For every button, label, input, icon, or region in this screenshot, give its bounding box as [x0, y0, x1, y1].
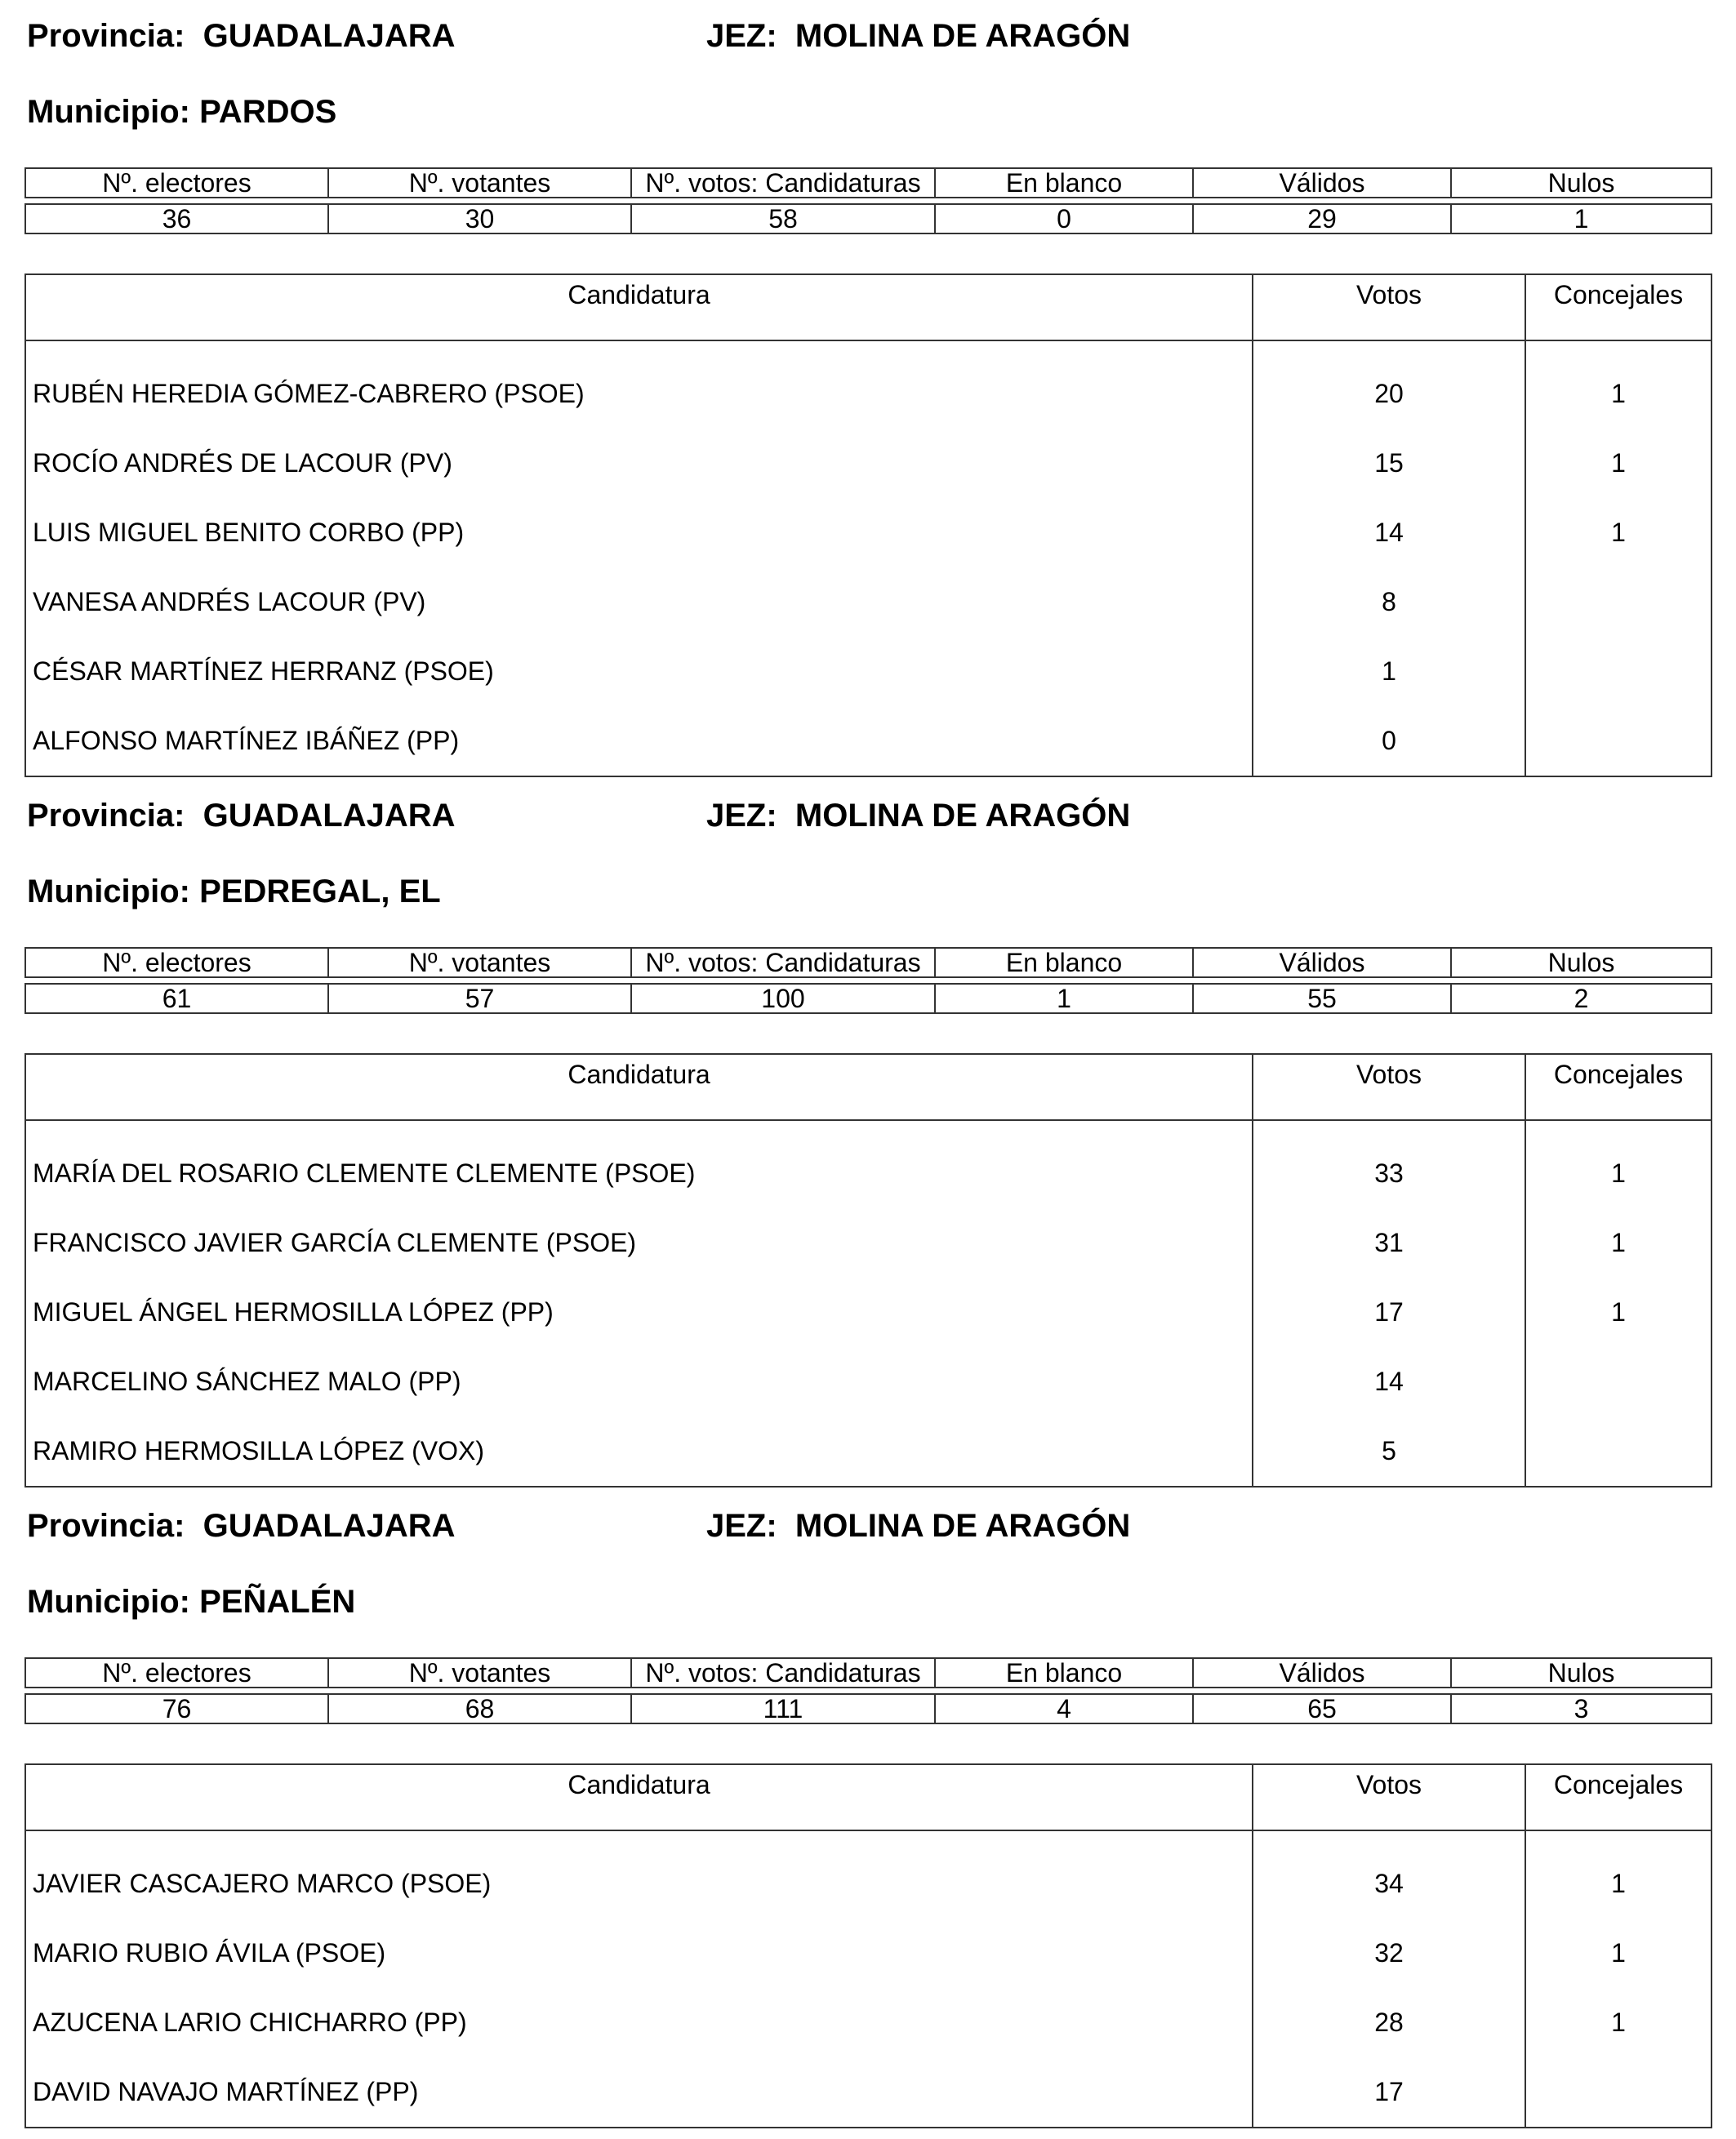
municipio-header — [24, 857, 1711, 947]
provincia-heading — [27, 18, 456, 55]
candidate-concejales: 1 — [1525, 1139, 1712, 1208]
votantes-value: 30 — [328, 204, 631, 233]
candidatura-header: Candidatura — [25, 1764, 1253, 1830]
candidate-concejales: 1 — [1525, 498, 1712, 567]
candidate-concejales — [1525, 706, 1712, 776]
candidate-row — [25, 359, 1712, 429]
candidate-name: RAMIRO HERMOSILLA LÓPEZ (VOX) — [25, 1416, 1253, 1487]
candidate-name: MIGUEL ÁNGEL HERMOSILLA LÓPEZ (PP) — [25, 1278, 1253, 1347]
municipio-label: Municipio: — [27, 874, 190, 909]
candidate-concejales: 1 — [1525, 1988, 1712, 2057]
jez-label: JEZ: — [706, 18, 777, 54]
en-blanco-value: 4 — [935, 1694, 1193, 1723]
votos-candidaturas-header: Nº. votos: Candidaturas — [631, 1658, 935, 1688]
en-blanco-value: 0 — [935, 204, 1193, 233]
provincia-value: GUADALAJARA — [203, 1508, 456, 1544]
candidate-votos: 1 — [1253, 637, 1525, 706]
electores-value: 36 — [25, 204, 328, 233]
candidates-spacer — [25, 1830, 1712, 1849]
candidate-row — [25, 706, 1712, 776]
candidate-votos: 8 — [1253, 567, 1525, 637]
municipio-value: PEDREGAL, EL — [199, 874, 441, 909]
nulos-header: Nulos — [1451, 168, 1712, 198]
section-header — [24, 780, 1711, 857]
concejales-header: Concejales — [1525, 1054, 1712, 1120]
candidates-spacer — [25, 1120, 1712, 1139]
candidate-concejales: 1 — [1525, 1919, 1712, 1988]
candidatura-header: Candidatura — [25, 274, 1253, 340]
summary-header-row — [25, 1658, 1712, 1688]
municipio-heading — [27, 874, 441, 910]
candidate-name: FRANCISCO JAVIER GARCÍA CLEMENTE (PSOE) — [25, 1208, 1253, 1278]
summary-header-row — [25, 948, 1712, 977]
candidate-row — [25, 1849, 1712, 1919]
votos-header: Votos — [1253, 274, 1525, 340]
municipio-header — [24, 78, 1711, 167]
candidate-concejales — [1525, 1416, 1712, 1487]
jez-value: MOLINA DE ARAGÓN — [795, 18, 1131, 54]
candidate-concejales: 1 — [1525, 429, 1712, 498]
candidate-name: AZUCENA LARIO CHICHARRO (PP) — [25, 1988, 1253, 2057]
candidate-row — [25, 2057, 1712, 2128]
candidate-votos: 14 — [1253, 1347, 1525, 1416]
candidate-row — [25, 1988, 1712, 2057]
electores-value: 76 — [25, 1694, 328, 1723]
summary-gap — [25, 198, 1712, 204]
jez-heading — [706, 798, 1130, 834]
nulos-value: 2 — [1451, 984, 1712, 1013]
summary-header-row — [25, 168, 1712, 198]
provincia-label: Provincia: — [27, 1508, 185, 1544]
candidate-concejales — [1525, 1347, 1712, 1416]
candidates-header-row — [25, 1764, 1712, 1830]
electores-value: 61 — [25, 984, 328, 1013]
candidate-votos: 0 — [1253, 706, 1525, 776]
candidate-name: RUBÉN HEREDIA GÓMEZ-CABRERO (PSOE) — [25, 359, 1253, 429]
candidate-name: LUIS MIGUEL BENITO CORBO (PP) — [25, 498, 1253, 567]
candidate-votos: 5 — [1253, 1416, 1525, 1487]
electores-header: Nº. electores — [25, 1658, 328, 1688]
summary-value-row — [25, 984, 1712, 1013]
candidate-name: DAVID NAVAJO MARTÍNEZ (PP) — [25, 2057, 1253, 2128]
candidate-concejales: 1 — [1525, 1278, 1712, 1347]
municipio-section — [24, 1490, 1711, 2128]
jez-heading — [706, 18, 1130, 55]
concejales-header: Concejales — [1525, 1764, 1712, 1830]
jez-label: JEZ: — [706, 798, 777, 834]
municipio-heading — [27, 94, 336, 131]
nulos-header: Nulos — [1451, 1658, 1712, 1688]
candidate-row — [25, 1347, 1712, 1416]
municipio-value: PEÑALÉN — [199, 1584, 356, 1620]
candidate-concejales: 1 — [1525, 1849, 1712, 1919]
votos-candidaturas-header: Nº. votos: Candidaturas — [631, 168, 935, 198]
municipio-label: Municipio: — [27, 1584, 190, 1620]
candidate-votos: 17 — [1253, 1278, 1525, 1347]
jez-label: JEZ: — [706, 1508, 777, 1544]
candidates-table — [24, 1763, 1712, 2128]
votos-candidaturas-value: 58 — [631, 204, 935, 233]
candidate-concejales: 1 — [1525, 359, 1712, 429]
candidate-row — [25, 637, 1712, 706]
candidate-row — [25, 567, 1712, 637]
nulos-value: 3 — [1451, 1694, 1712, 1723]
votantes-header: Nº. votantes — [328, 1658, 631, 1688]
summary-value-row — [25, 204, 1712, 233]
validos-value: 29 — [1193, 204, 1451, 233]
candidate-votos: 33 — [1253, 1139, 1525, 1208]
candidate-name: MARCELINO SÁNCHEZ MALO (PP) — [25, 1347, 1253, 1416]
votantes-value: 57 — [328, 984, 631, 1013]
municipio-label: Municipio: — [27, 94, 190, 130]
jez-value: MOLINA DE ARAGÓN — [795, 798, 1131, 834]
candidates-table — [24, 1053, 1712, 1488]
provincia-value: GUADALAJARA — [203, 798, 456, 834]
en-blanco-header: En blanco — [935, 1658, 1193, 1688]
summary-gap — [25, 1688, 1712, 1694]
votos-header: Votos — [1253, 1054, 1525, 1120]
concejales-header: Concejales — [1525, 274, 1712, 340]
provincia-label: Provincia: — [27, 798, 185, 834]
candidate-concejales — [1525, 567, 1712, 637]
municipio-section — [24, 0, 1711, 777]
electores-header: Nº. electores — [25, 168, 328, 198]
candidate-concejales — [1525, 637, 1712, 706]
summary-gap — [25, 977, 1712, 984]
en-blanco-header: En blanco — [935, 168, 1193, 198]
provincia-value: GUADALAJARA — [203, 18, 456, 54]
candidate-votos: 14 — [1253, 498, 1525, 567]
validos-value: 55 — [1193, 984, 1451, 1013]
municipio-section — [24, 780, 1711, 1488]
summary-table — [24, 1657, 1712, 1724]
candidates-spacer — [25, 340, 1712, 359]
provincia-heading — [27, 1508, 456, 1545]
candidate-concejales — [1525, 2057, 1712, 2128]
section-header — [24, 0, 1711, 78]
nulos-header: Nulos — [1451, 948, 1712, 977]
votos-candidaturas-value: 100 — [631, 984, 935, 1013]
candidates-header-row — [25, 274, 1712, 340]
candidate-row — [25, 1278, 1712, 1347]
votos-header: Votos — [1253, 1764, 1525, 1830]
candidate-votos: 31 — [1253, 1208, 1525, 1278]
municipio-value: PARDOS — [199, 94, 337, 130]
candidate-name: CÉSAR MARTÍNEZ HERRANZ (PSOE) — [25, 637, 1253, 706]
candidate-row — [25, 1208, 1712, 1278]
municipio-heading — [27, 1584, 355, 1621]
jez-heading — [706, 1508, 1130, 1545]
candidate-row — [25, 498, 1712, 567]
candidate-name: VANESA ANDRÉS LACOUR (PV) — [25, 567, 1253, 637]
votantes-value: 68 — [328, 1694, 631, 1723]
provincia-heading — [27, 798, 456, 834]
candidate-name: ALFONSO MARTÍNEZ IBÁÑEZ (PP) — [25, 706, 1253, 776]
electores-header: Nº. electores — [25, 948, 328, 977]
validos-header: Válidos — [1193, 948, 1451, 977]
en-blanco-value: 1 — [935, 984, 1193, 1013]
candidatura-header: Candidatura — [25, 1054, 1253, 1120]
candidate-row — [25, 1416, 1712, 1487]
en-blanco-header: En blanco — [935, 948, 1193, 977]
candidate-row — [25, 429, 1712, 498]
candidate-votos: 20 — [1253, 359, 1525, 429]
validos-header: Válidos — [1193, 168, 1451, 198]
candidate-votos: 17 — [1253, 2057, 1525, 2128]
votantes-header: Nº. votantes — [328, 168, 631, 198]
section-header — [24, 1490, 1711, 1568]
validos-value: 65 — [1193, 1694, 1451, 1723]
nulos-value: 1 — [1451, 204, 1712, 233]
validos-header: Válidos — [1193, 1658, 1451, 1688]
votos-candidaturas-value: 111 — [631, 1694, 935, 1723]
provincia-label: Provincia: — [27, 18, 185, 54]
votos-candidaturas-header: Nº. votos: Candidaturas — [631, 948, 935, 977]
summary-table — [24, 167, 1712, 234]
votantes-header: Nº. votantes — [328, 948, 631, 977]
candidate-votos: 34 — [1253, 1849, 1525, 1919]
summary-table — [24, 947, 1712, 1014]
jez-value: MOLINA DE ARAGÓN — [795, 1508, 1131, 1544]
summary-value-row — [25, 1694, 1712, 1723]
candidates-table — [24, 273, 1712, 777]
candidate-concejales: 1 — [1525, 1208, 1712, 1278]
candidate-name: JAVIER CASCAJERO MARCO (PSOE) — [25, 1849, 1253, 1919]
candidate-name: MARÍA DEL ROSARIO CLEMENTE CLEMENTE (PSOE) — [25, 1139, 1253, 1208]
candidate-votos: 15 — [1253, 429, 1525, 498]
municipio-header — [24, 1568, 1711, 1657]
candidate-votos: 32 — [1253, 1919, 1525, 1988]
candidate-name: MARIO RUBIO ÁVILA (PSOE) — [25, 1919, 1253, 1988]
candidate-votos: 28 — [1253, 1988, 1525, 2057]
candidate-row — [25, 1139, 1712, 1208]
candidates-header-row — [25, 1054, 1712, 1120]
candidate-row — [25, 1919, 1712, 1988]
candidate-name: ROCÍO ANDRÉS DE LACOUR (PV) — [25, 429, 1253, 498]
